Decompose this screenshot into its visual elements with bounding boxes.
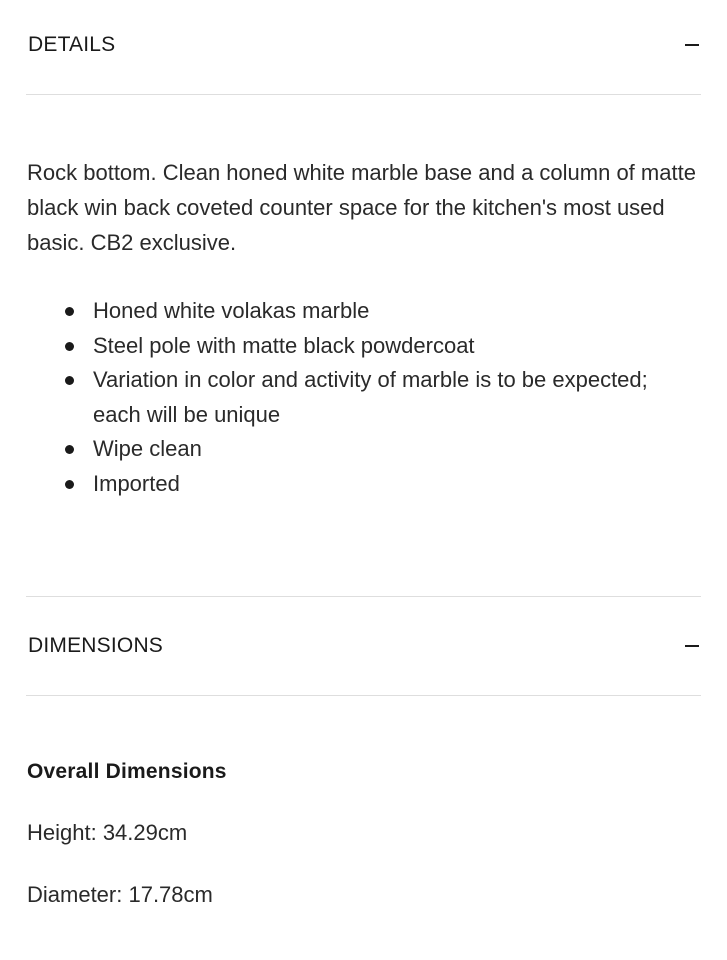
feature-text: Steel pole with matte black powdercoat xyxy=(93,332,475,358)
feature-text: Variation in color and activity of marble is to be expected; each will be unique xyxy=(93,367,648,427)
divider xyxy=(26,596,701,597)
details-title: DETAILS xyxy=(28,33,116,56)
feature-list-item xyxy=(27,363,699,432)
feature-list-item xyxy=(27,467,699,502)
feature-list xyxy=(27,294,699,502)
feature-text: Honed white volakas marble xyxy=(93,298,370,323)
bullet-icon xyxy=(65,480,74,489)
feature-text: Wipe clean xyxy=(93,436,202,462)
divider xyxy=(26,695,701,696)
feature-text: Imported xyxy=(93,470,180,496)
bullet-icon xyxy=(65,376,74,385)
feature-list-item xyxy=(27,432,699,467)
height-value: Height: 34.29cm xyxy=(27,820,188,845)
details-accordion-header[interactable] xyxy=(28,25,701,65)
dimensions-accordion-header[interactable] xyxy=(28,626,701,666)
feature-list-item xyxy=(27,294,699,329)
minus-icon[interactable] xyxy=(685,44,699,46)
feature-list-item xyxy=(27,329,699,364)
bullet-icon xyxy=(65,445,74,454)
overall-dimensions-heading: Overall Dimensions xyxy=(27,760,227,783)
dimensions-title: DIMENSIONS xyxy=(28,634,164,657)
bullet-icon xyxy=(65,342,74,351)
divider xyxy=(26,94,701,95)
diameter-value: Diameter: 17.78cm xyxy=(27,882,213,907)
product-description: Rock bottom. Clean honed white marble base and a column of matte black win back coveted counter space for the kitchen's most used basic. CB2 exclusive. xyxy=(27,160,696,255)
bullet-icon xyxy=(65,307,74,316)
minus-icon[interactable] xyxy=(685,645,699,647)
